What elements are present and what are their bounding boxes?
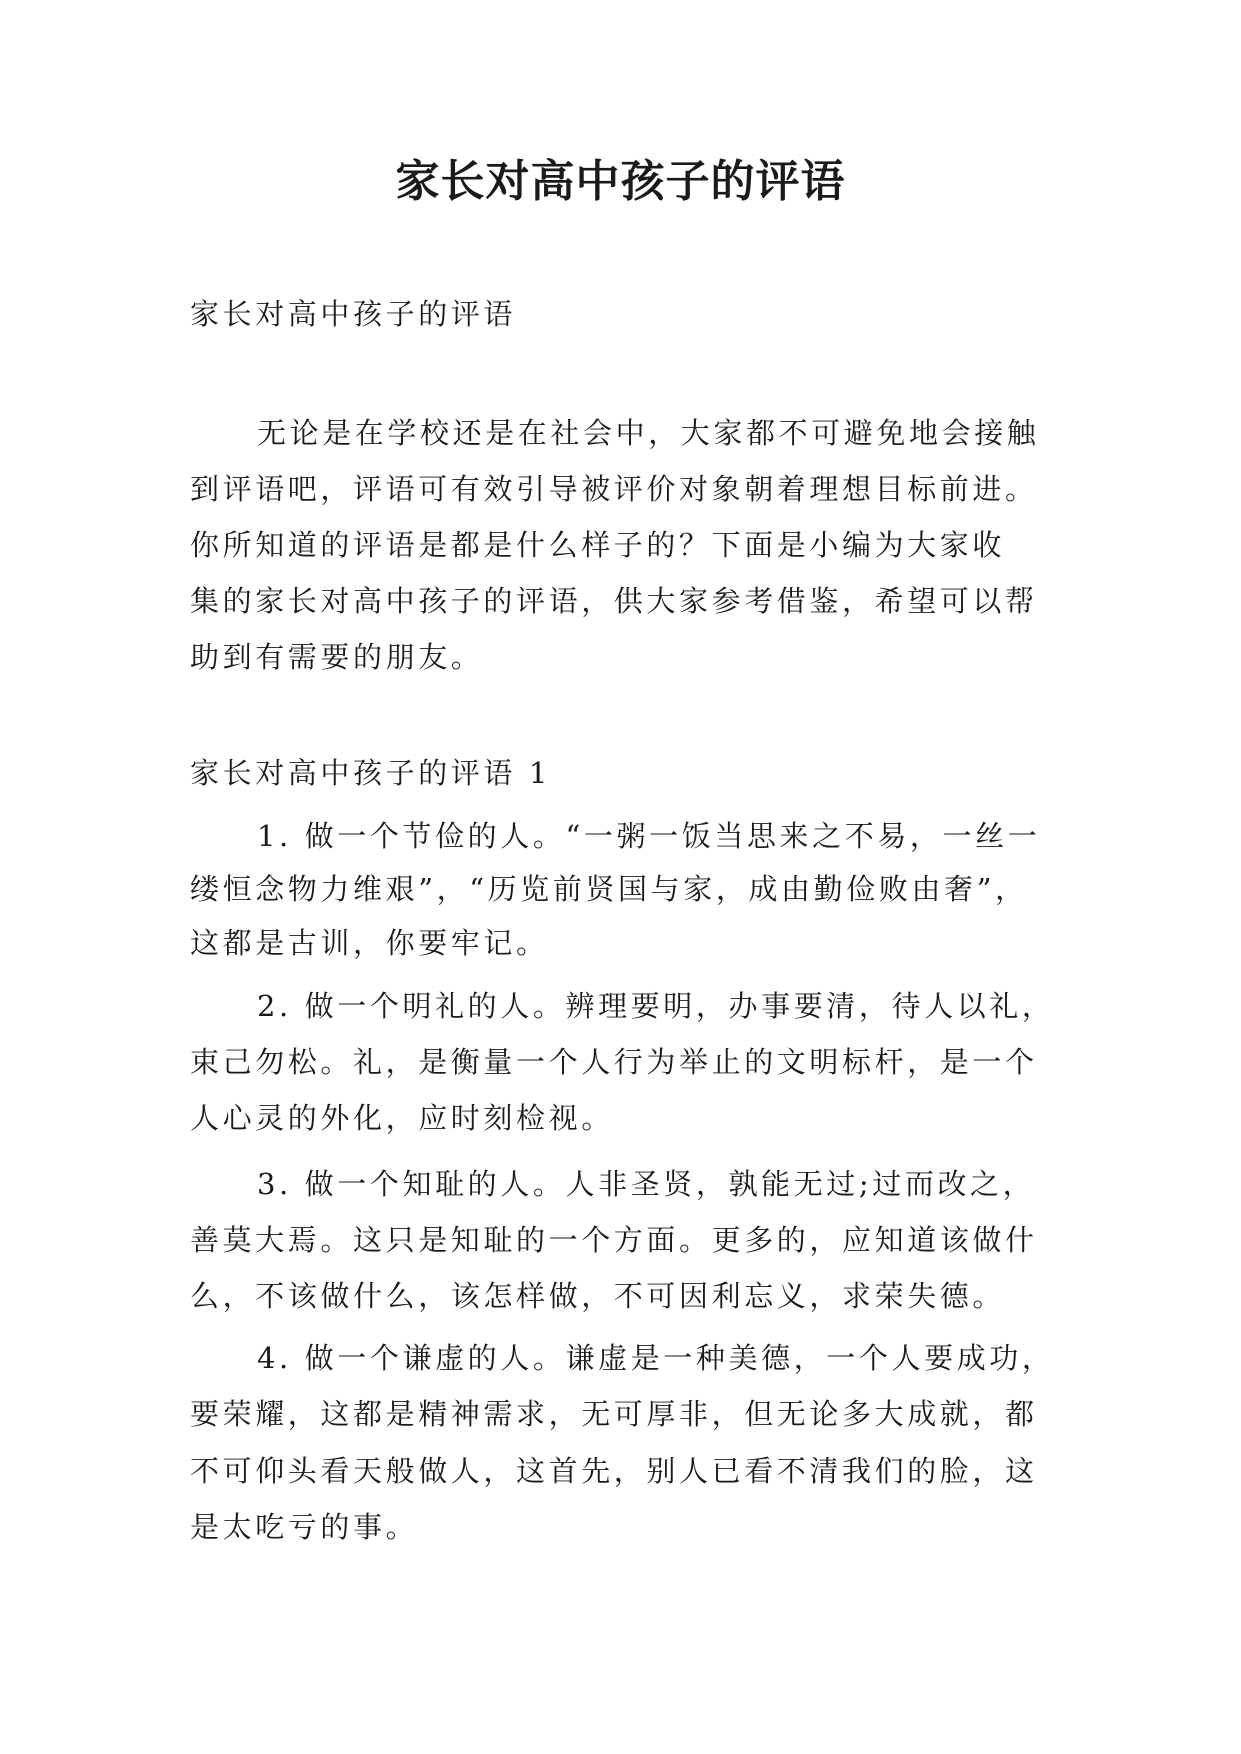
item-4-line: 是太吃亏的事。 xyxy=(190,1510,419,1544)
item-2-line: 束己勿松。礼，是衡量一个人行为举止的文明标杆，是一个 xyxy=(190,1045,1038,1079)
item-2-line: 2. 做一个明礼的人。辨理要明，办事要清，待人以礼， xyxy=(257,989,1055,1023)
item-1-line: 1. 做一个节俭的人。“一粥一饭当思来之不易，一丝一 xyxy=(257,819,1041,853)
intro-line: 集的家长对高中孩子的评语，供大家参考借鉴，希望可以帮 xyxy=(190,584,1038,618)
item-4-line: 4. 做一个谦虚的人。谦虚是一种美德，一个人要成功， xyxy=(257,1341,1055,1375)
document-title: 家长对高中孩子的评语 xyxy=(395,156,846,207)
item-1-line: 这都是古训，你要牢记。 xyxy=(190,926,549,960)
intro-line: 无论是在学校还是在社会中，大家都不可避免地会接触 xyxy=(257,416,1040,450)
intro-line: 助到有需要的朋友。 xyxy=(190,640,484,674)
item-2-line: 人心灵的外化，应时刻检视。 xyxy=(190,1101,614,1135)
item-4-line: 不可仰头看天般做人，这首先，别人已看不清我们的脸，这 xyxy=(190,1454,1038,1488)
subtitle: 家长对高中孩子的评语 xyxy=(190,297,517,331)
item-3-line: 善莫大焉。这只是知耻的一个方面。更多的，应知道该做什 xyxy=(190,1223,1038,1257)
section-heading: 家长对高中孩子的评语 1 xyxy=(190,756,551,790)
item-3-line: 3. 做一个知耻的人。人非圣贤，孰能无过;过而改之， xyxy=(257,1167,1036,1201)
intro-line: 到评语吧，评语可有效引导被评价对象朝着理想目标前进。 xyxy=(190,472,1038,506)
intro-line: 你所知道的评语是都是什么样子的？下面是小编为大家收 xyxy=(190,528,1006,562)
item-1-line: 缕恒念物力维艰”，“历览前贤国与家，成由勤俭败由奢”， xyxy=(190,872,1028,906)
item-3-line: 么，不该做什么，该怎样做，不可因利忘义，求荣失德。 xyxy=(190,1279,1006,1313)
item-4-line: 要荣耀，这都是精神需求，无可厚非，但无论多大成就，都 xyxy=(190,1397,1038,1431)
